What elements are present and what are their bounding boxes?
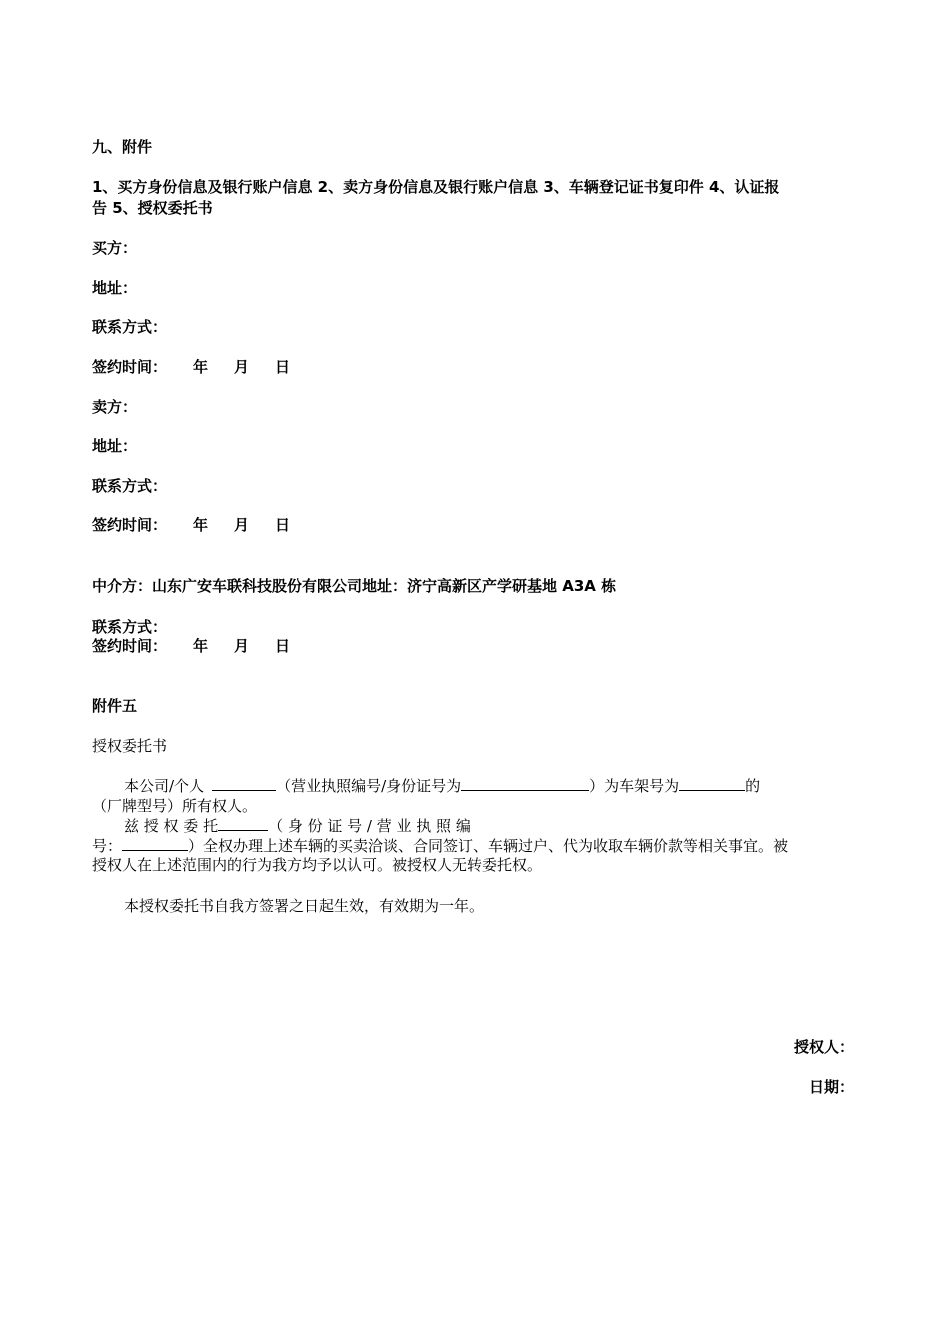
intermediary-line: 中介方：山东广安车联科技股份有限公司地址：济宁高新区产学研基地 A3A 栋 — [92, 577, 617, 595]
seller-label: 卖方： — [92, 398, 138, 416]
seller-sign-time-label: 签约时间： — [92, 516, 168, 534]
buyer-sign-time — [92, 357, 290, 377]
p2-text-b: （ 身 份 证 号 / 营 业 执 照 编 — [268, 817, 471, 835]
section-title: 九、附件 — [92, 138, 153, 156]
intermediary-sign-time — [92, 636, 290, 656]
intermediary-contact-label: 联系方式： — [92, 618, 168, 636]
p1-text-b: （营业执照编号/身份证号为 — [276, 777, 462, 795]
authorizer-label: 授权人： — [793, 1038, 854, 1056]
seller-sign-time — [92, 515, 290, 535]
blank-authorized-person[interactable] — [218, 816, 268, 831]
day-unit: 日 — [275, 637, 291, 655]
appendix5-paragraph2-line2 — [92, 836, 788, 856]
p2-text-c: 号： — [92, 837, 123, 855]
p1-text-c: ）为车架号为 — [589, 777, 680, 795]
appendix5-paragraph2-line1 — [124, 816, 471, 836]
seller-address-label: 地址： — [92, 437, 138, 455]
appendix5-paragraph1-line2: （厂牌型号）所有权人。 — [92, 797, 258, 815]
appendix5-paragraph3: 本授权委托书自我方签署之日起生效，有效期为一年。 — [124, 897, 485, 915]
year-unit: 年 — [193, 516, 209, 534]
blank-vin[interactable] — [679, 776, 745, 791]
buyer-label: 买方： — [92, 239, 138, 257]
seller-contact-label: 联系方式： — [92, 477, 168, 495]
intermediary-sign-time-label: 签约时间： — [92, 637, 168, 655]
month-unit: 月 — [234, 516, 250, 534]
p2-text-d: ）全权办理上述车辆的买卖洽谈、合同签订、车辆过户、代为收取车辆价款等相关事宜。被 — [188, 837, 789, 855]
appendix5-paragraph1-line1 — [124, 776, 760, 796]
day-unit: 日 — [275, 358, 291, 376]
p1-text-d: 的 — [745, 777, 761, 795]
p2-text-a: 兹 授 权 委 托 — [124, 817, 219, 835]
day-unit: 日 — [275, 516, 291, 534]
year-unit: 年 — [193, 637, 209, 655]
blank-authorized-id[interactable] — [122, 836, 188, 851]
buyer-address-label: 地址： — [92, 279, 138, 297]
attachments-list-line1: 1、买方身份信息及银行账户信息 2、卖方身份信息及银行账户信息 3、车辆登记证书复印件 4、认证报 — [92, 178, 780, 196]
buyer-contact-label: 联系方式： — [92, 318, 168, 336]
appendix5-title: 授权委托书 — [92, 737, 168, 755]
appendix5-paragraph2-line3: 授权人在上述范围内的行为我方均予以认可。被授权人无转委托权。 — [92, 856, 543, 874]
p1-text-a: 本公司/个人 — [124, 777, 205, 795]
year-unit: 年 — [193, 358, 209, 376]
blank-id-number[interactable] — [461, 776, 589, 791]
buyer-sign-time-label: 签约时间： — [92, 358, 168, 376]
appendix5-heading: 附件五 — [92, 697, 138, 715]
attachments-list-line2: 告 5、授权委托书 — [92, 199, 213, 217]
blank-company-name[interactable] — [212, 776, 276, 791]
month-unit: 月 — [234, 358, 250, 376]
month-unit: 月 — [234, 637, 250, 655]
signature-date-label: 日期： — [808, 1078, 854, 1096]
